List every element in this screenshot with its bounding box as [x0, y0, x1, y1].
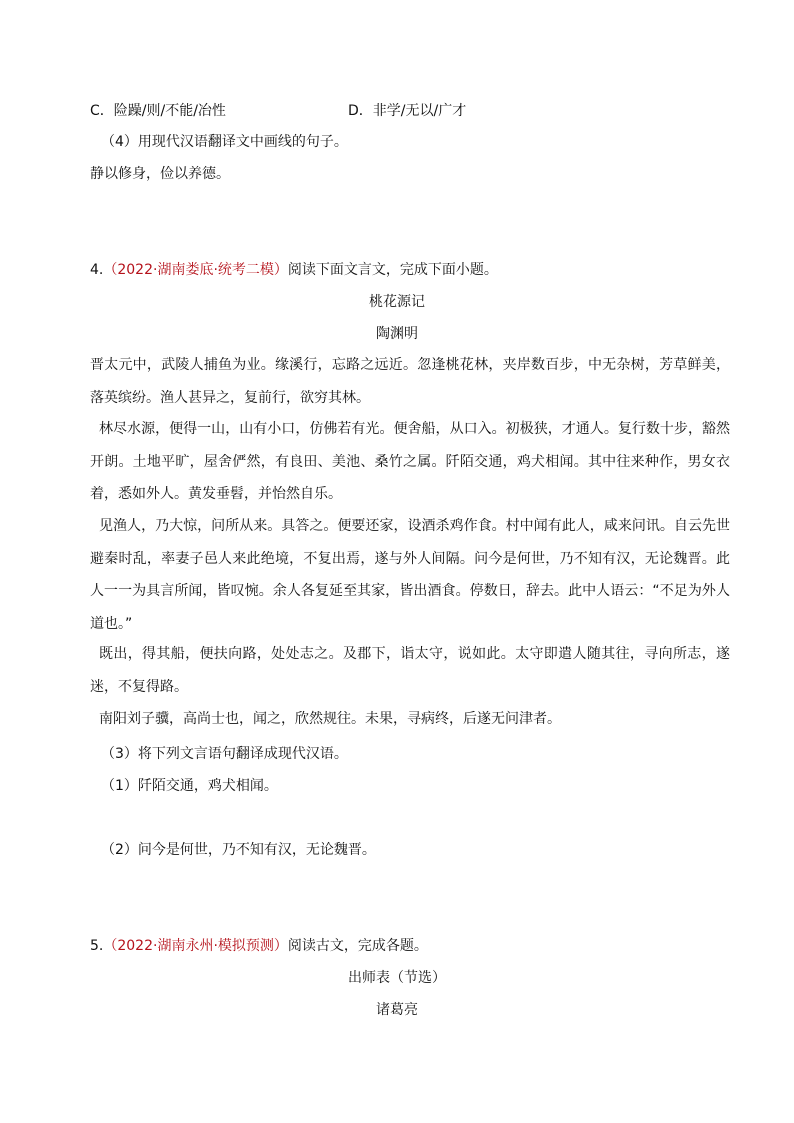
passage-paragraph-5: 南阳刘子骥，高尚士也，闻之，欣然规往。未果，寻病终，后遂无问津者。: [99, 711, 561, 727]
passage-paragraph-3: 见渔人，乃大惊，问所从来。具答之。便要还家，设酒杀鸡作食。村中闻有此人，咸来问讯。自云先世避秦时乱，率妻子邑人来此绝境，不复出焉，遂与外人间隔。问今是何世，乃不知有汉，无论魏晋。此人一一为具言所闻，皆叹惋。余人各复延至其家，皆出酒食。停数日，辞去。此中人语云：“不足为外人道也。”: [90, 518, 730, 632]
passage-author: 陶渊明: [376, 326, 418, 342]
question-5-header: [90, 936, 428, 956]
passage-paragraph-1: 晋太元中，武陵人捕鱼为业。缘溪行，忘路之远近。忽逢桃花林，夹岸数百步，中无杂树，芳草鲜美，落英缤纷。渔人甚异之，复前行，欲穷其林。: [90, 357, 730, 406]
question-source: （2022·湖南娄底·统考二模）: [103, 262, 288, 278]
question-instruction: 阅读古文，完成各题。: [287, 938, 428, 954]
sub-question-3-prompt: （3）将下列文言语句翻译成现代汉语。: [101, 746, 348, 762]
sub-question-4-sentence: 静以修身，俭以养德。: [90, 166, 230, 182]
passage-title: 出师表（节选）: [348, 970, 446, 986]
question-4-header: [90, 260, 498, 280]
sub-question-4-prompt: （4）用现代汉语翻译文中画线的句子。: [101, 134, 348, 150]
sub-question-3-item-2: （2）问今是何世，乃不知有汉，无论魏晋。: [101, 842, 376, 858]
sub-question-3-item-1: （1）阡陌交通，鸡犬相闻。: [101, 778, 278, 794]
option-d: D．非学/无以/广才: [348, 103, 467, 119]
passage-title: 桃花源记: [369, 294, 425, 310]
passage-paragraph-2: 林尽水源，便得一山，山有小口，仿佛若有光。便舍船，从口入。初极狭，才通人。复行数十步，豁然开朗。土地平旷，屋舍俨然，有良田、美池、桑竹之属。阡陌交通，鸡犬相闻。其中往来种作，男女衣着，悉如外人。黄发垂髫，并怡然自乐。: [90, 421, 730, 502]
passage-author: 诸葛亮: [376, 1002, 418, 1018]
question-instruction: 阅读下面文言文，完成下面小题。: [287, 262, 498, 278]
question-number: 5.: [90, 938, 104, 954]
option-c: C．险躁/则/不能/冶性: [90, 103, 226, 119]
question-source: （2022·湖南永州·模拟预测）: [103, 938, 288, 954]
question-number: 4.: [90, 262, 104, 278]
passage-paragraph-4: 既出，得其船，便扶向路，处处志之。及郡下，诣太守，说如此。太守即遣人随其往，寻向所志，遂迷，不复得路。: [90, 646, 730, 695]
